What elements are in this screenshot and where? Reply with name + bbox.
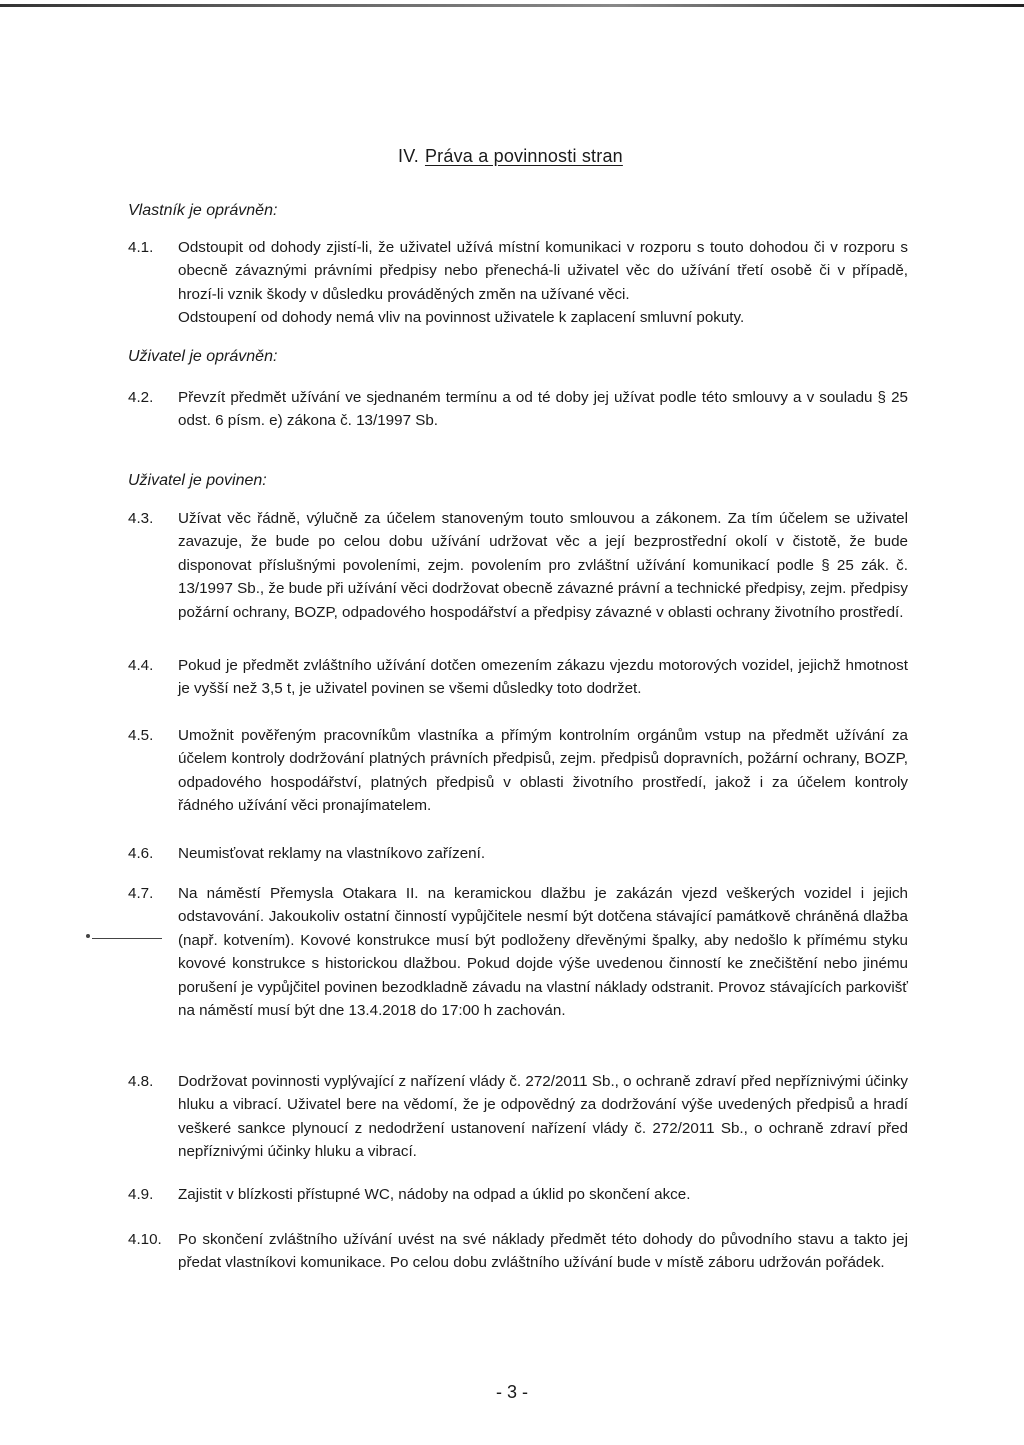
section-number: IV. [398,146,419,166]
clause-4-1 [128,236,908,330]
clause-number: 4.9. [128,1186,154,1203]
section-title: Práva a povinnosti stran [424,146,623,166]
clause-4-8 [128,1070,908,1164]
clause-number: 4.2. [128,389,154,406]
clause-text: Převzít předmět užívání ve sjednaném termínu a od té doby jej užívat podle této smlouvy a v souladu § 25 odst. 6 písm. e) zákona č. 13/1997 Sb. [178,389,908,430]
clause-number: 4.3. [128,510,154,527]
user-obliged-label: Uživatel je povinen: [128,472,267,489]
clause-text: Po skončení zvláštního užívání uvést na své náklady předmět této dohody do původního stavu a takto jej předat vlastníkovi komunikace. Po celou dobu zvláštního užívání bude v místě záboru udržován pořádek. [178,1231,908,1272]
section-heading [398,146,623,167]
clause-text: Užívat věc řádně, výlučně za účelem stanoveným touto smlouvou a zákonem. Za tím účelem se uživatel zavazuje, že bude po celou dobu užívání udržovat věc a její bezprostřední okolí v čistotě, že bude disponovat příslušnými povoleními, zejm. povolením pro zvláštní užívání komunikací podle § 25 zák. č. 13/1997 Sb., že bude při užívání věci dodržovat obecně závazné právní a technické předpisy, zejm. předpisy požární ochrany, BOZP, odpadového hospodářství a předpisy závazné v oblasti ochrany životního prostředí. [178,510,908,621]
clause-text: Odstoupení od dohody nemá vliv na povinnost uživatele k zaplacení smluvní pokuty. [178,309,745,327]
clause-number: 4.8. [128,1073,154,1090]
clause-text: Zajistit v blízkosti přístupné WC, nádoby na odpad a úklid po skončení akce. [178,1186,691,1203]
clause-4-2 [128,386,908,433]
clause-4-4 [128,654,908,701]
clause-number: 4.6. [128,845,154,862]
clause-text: Dodržovat povinnosti vyplývající z nařízení vlády č. 272/2011 Sb., o ochraně zdraví před nepříznivými účinky hluku a vibrací. Uživatel bere na vědomí, že je odpovědný za dodržování výše uvedených předpisů a hradí veškeré sankce plynoucí z nedodržení ustanovení nařízení vlády č. 272/2011 Sb., o ochraně zdraví před nepříznivými účinky hluku a vibrací. [178,1073,908,1161]
clause-number: 4.10. [128,1231,162,1248]
user-entitled-label: Uživatel je oprávněn: [128,348,278,365]
clause-number: 4.5. [128,727,154,744]
clause-text: Na náměstí Přemysla Otakara II. na keramickou dlažbu je zakázán vjezd veškerých vozidel i jejich odstavování. Jakoukoliv ostatní činností vypůjčitele nesmí být dotčena stávající památkově chráněná dlažba (např. kotvením). Kovové konstrukce musí být podloženy dřevěnými špalky, aby nedošlo k přímému styku kovové konstrukce s historickou dlažbou. Pokud dojde výše uvedenou činností ke znečištění nebo jinému porušení je vypůjčitel povinen bezodkladně závadu na vlastní náklady odstranit. Provoz stávajících parkovišť na náměstí musí být dne 13.4.2018 do 17:00 h zachován. [178,885,908,1020]
clause-4-5 [128,724,908,818]
margin-mark-dot [86,934,90,938]
clause-text: Neumisťovat reklamy na vlastníkovo zařízení. [178,845,486,862]
clause-4-10 [128,1228,908,1275]
page-number: - 3 - [495,1382,528,1402]
clause-4-9 [128,1183,908,1206]
clause-4-7 [128,882,908,1022]
clause-number: 4.1. [128,239,154,256]
clause-number: 4.7. [128,885,154,902]
clause-4-3 [128,507,908,624]
clause-text: Umožnit pověřeným pracovníkům vlastníka a přímým kontrolním orgánům vstup na předmět užívání za účelem kontroly dodržování platných právních předpisů, zejm. předpisů dopravních, požární ochrany, BOZP, odpadového hospodářství, platných předpisů v oblasti životního prostředí, jakož i za účelem kontroly řádného užívání věci pronajímatelem. [178,727,908,815]
clause-4-6 [128,842,908,865]
margin-mark-line [92,938,162,939]
owner-entitled-label: Vlastník je oprávněn: [128,202,278,219]
top-scan-rule [0,4,1024,7]
clause-number: 4.4. [128,657,154,674]
clause-text: Pokud je předmět zvláštního užívání dotčen omezením zákazu vjezdu motorových vozidel, jejichž hmotnost je vyšší než 3,5 t, je uživatel povinen se všemi důsledky toto dodržet. [178,657,908,698]
clause-text: Odstoupit od dohody zjistí-li, že uživatel užívá místní komunikaci v rozporu s touto dohodou či v rozporu s obecně závaznými právními předpisy nebo přenechá-li uživatel věc do užívání třetí osobě či v případě, hrozí-li vznik škody v důsledku prováděných změn na užívané věci. [178,239,908,303]
